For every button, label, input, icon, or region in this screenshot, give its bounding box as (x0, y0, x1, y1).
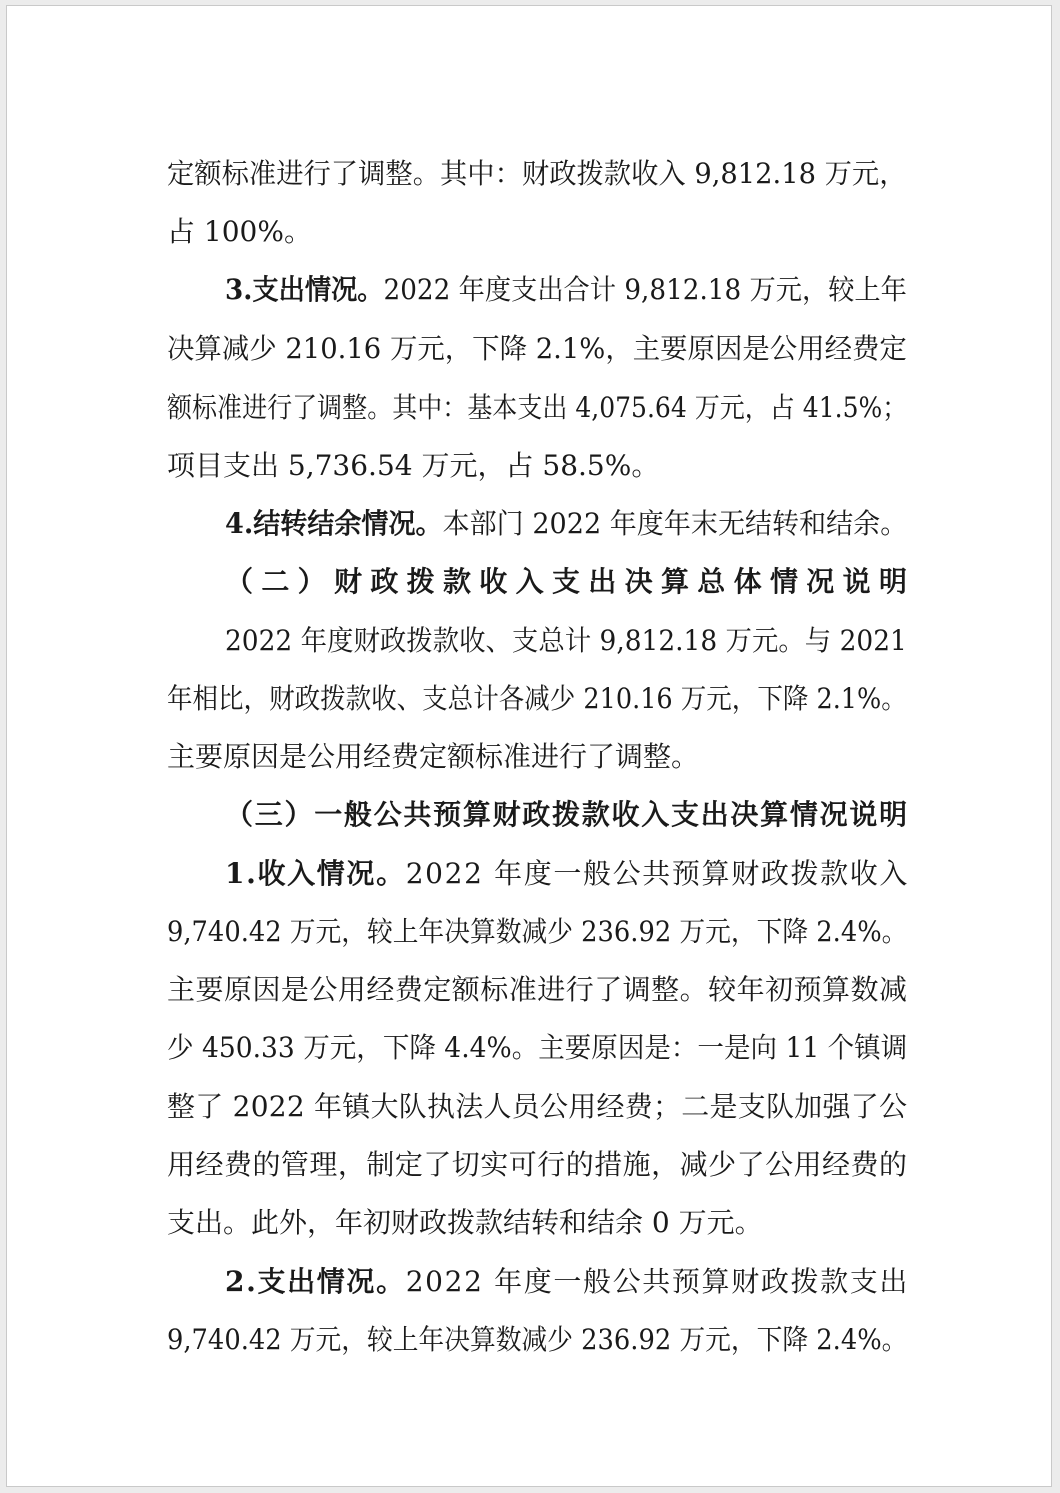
section-3-expenditure: 3.支出情况。2022 年度支出合计 9,812.18 万元，较上年 (225, 273, 907, 306)
paragraph-line: 用经费的管理，制定了切实可行的措施，减少了公用经费的 (167, 1148, 908, 1181)
paragraph-line: 主要原因是公用经费定额标准进行了调整。较年初预算数减 (167, 973, 908, 1006)
paragraph-line: 项目支出 5,736.54 万元，占 58.5%。 (167, 449, 660, 482)
section-4-carryover: 4.结转结余情况。本部门 2022 年度年末无结转和结余。 (225, 507, 908, 540)
paragraph-line: 额标准进行了调整。其中：基本支出 4,075.64 万元，占 41.5%； (167, 391, 908, 424)
paragraph-line: 少 450.33 万元，下降 4.4%。主要原因是：一是向 11 个镇调 (167, 1031, 908, 1064)
heading-section-3: （三）一般公共预算财政拨款收入支出决算情况说明 (225, 798, 909, 831)
subheading: 1.收入情况。 (225, 857, 406, 890)
paragraph-line: 2022 年度财政拨款收、支总计 9,812.18 万元。与 2021 (225, 624, 907, 657)
document-page (6, 5, 1052, 1487)
subheading: 2.支出情况。 (225, 1265, 406, 1298)
paragraph-line: 主要原因是公用经费定额标准进行了调整。 (167, 740, 700, 773)
section-1-income: 1.收入情况。2022 年度一般公共预算财政拨款收入 (225, 857, 910, 890)
section-2-expenditure: 2.支出情况。2022 年度一般公共预算财政拨款支出 (225, 1265, 910, 1298)
subheading: 4.结转结余情况。 (225, 507, 443, 540)
paragraph-line: 定额标准进行了调整。其中：财政拨款收入 9,812.18 万元， (167, 157, 907, 190)
heading-section-2: （二）财政拨款收入支出决算总体情况说明 (225, 565, 916, 598)
paragraph-line: 9,740.42 万元，较上年决算数减少 236.92 万元，下降 2.4%。 (167, 1323, 908, 1356)
paragraph-line: 9,740.42 万元，较上年决算数减少 236.92 万元，下降 2.4%。 (167, 915, 908, 948)
paragraph-line: 年相比，财政拨款收、支总计各减少 210.16 万元，下降 2.1%。 (167, 682, 907, 715)
paragraph-line: 占 100%。 (167, 215, 312, 248)
paragraph-line: 整了 2022 年镇大队执法人员公用经费；二是支队加强了公 (167, 1090, 908, 1123)
paragraph-line: 决算减少 210.16 万元，下降 2.1%，主要原因是公用经费定 (167, 332, 907, 365)
paragraph-line: 支出。此外，年初财政拨款结转和结余 0 万元。 (167, 1206, 763, 1239)
subheading: 3.支出情况。 (225, 273, 384, 306)
